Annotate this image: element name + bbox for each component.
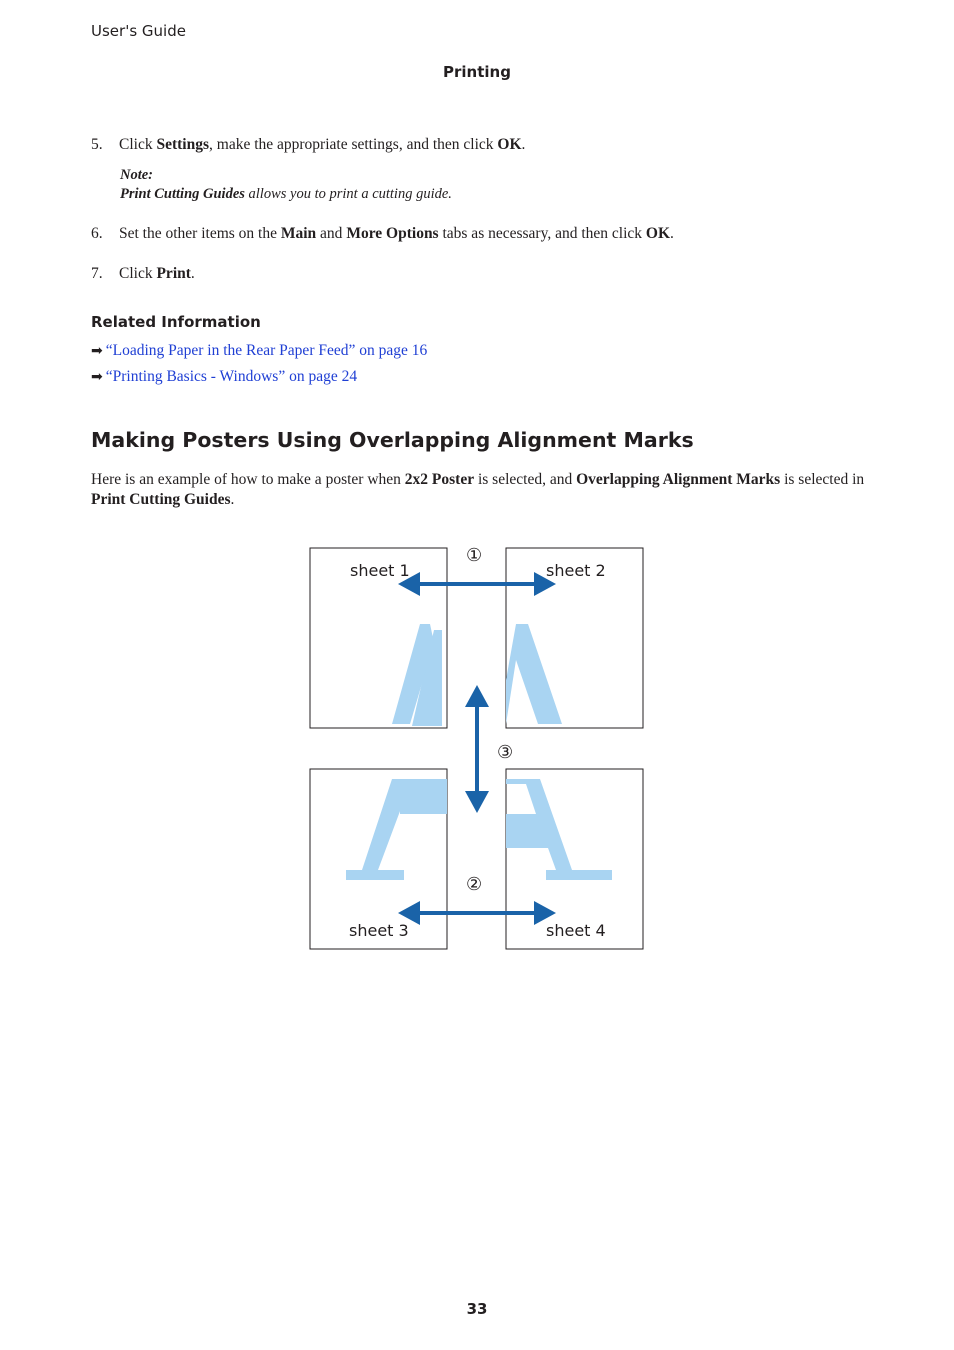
sheet-3-label: sheet 3: [349, 921, 409, 940]
step-text: tabs as necessary, and then click: [438, 225, 646, 242]
related-information-heading: Related Information: [91, 313, 261, 331]
step-text: Set the other items on the: [119, 225, 281, 242]
note-bold-term: Print Cutting Guides: [120, 186, 245, 202]
step-text: .: [521, 136, 526, 153]
sheet-4-label: sheet 4: [546, 921, 606, 940]
step-bold-term: OK: [645, 225, 671, 242]
sheet-2-label: sheet 2: [546, 561, 606, 580]
note-rest: allows you to print a cutting guide.: [244, 186, 452, 202]
step-7: [91, 265, 195, 283]
step-text: and: [316, 225, 347, 242]
step-text: Click: [119, 136, 157, 153]
section-title: Making Posters Using Overlapping Alignment Marks: [91, 428, 694, 452]
poster-diagram: [300, 530, 660, 960]
related-link-row: [91, 342, 427, 360]
step-text: Click: [119, 265, 157, 282]
step-bold-term: Main: [280, 225, 317, 242]
note-label: Note:: [120, 167, 154, 183]
running-header: User's Guide: [91, 22, 186, 40]
related-link-printing-basics[interactable]: “Printing Basics - Windows” on page 24: [105, 368, 358, 385]
step-bold-term: Settings: [156, 136, 210, 153]
step-bold-term: More Options: [346, 225, 439, 242]
step-number: 6.: [91, 225, 103, 242]
note-text: [120, 186, 452, 203]
related-link-loading-paper[interactable]: “Loading Paper in the Rear Paper Feed” on page 16: [105, 342, 428, 359]
arrow-right-icon: ➡: [91, 369, 103, 385]
double-arrow-vertical: [465, 685, 489, 813]
section-paragraph: Here is an example of how to make a poster when 2x2 Poster is selected, and Overlapping Alignment Marks is selected in Print Cutting Guides.: [91, 471, 865, 508]
sheet-1-label: sheet 1: [350, 561, 410, 580]
step-6: [91, 225, 674, 243]
step-number: 7.: [91, 265, 103, 282]
step-number: 5.: [91, 136, 103, 153]
page-number: 33: [466, 1300, 488, 1318]
step-text: .: [190, 265, 195, 282]
step-5: [91, 136, 525, 154]
step-bold-term: Print: [156, 265, 191, 282]
arrow-right-icon: ➡: [91, 343, 103, 359]
related-link-row: [91, 368, 357, 386]
step-bold-term: OK: [497, 136, 522, 153]
section-header: Printing: [443, 63, 511, 81]
step-text: .: [670, 225, 674, 242]
step-text: , make the appropriate settings, and then click: [209, 136, 498, 153]
marker-3: ③: [497, 742, 514, 763]
marker-1: ①: [466, 545, 483, 566]
marker-2: ②: [466, 874, 483, 895]
